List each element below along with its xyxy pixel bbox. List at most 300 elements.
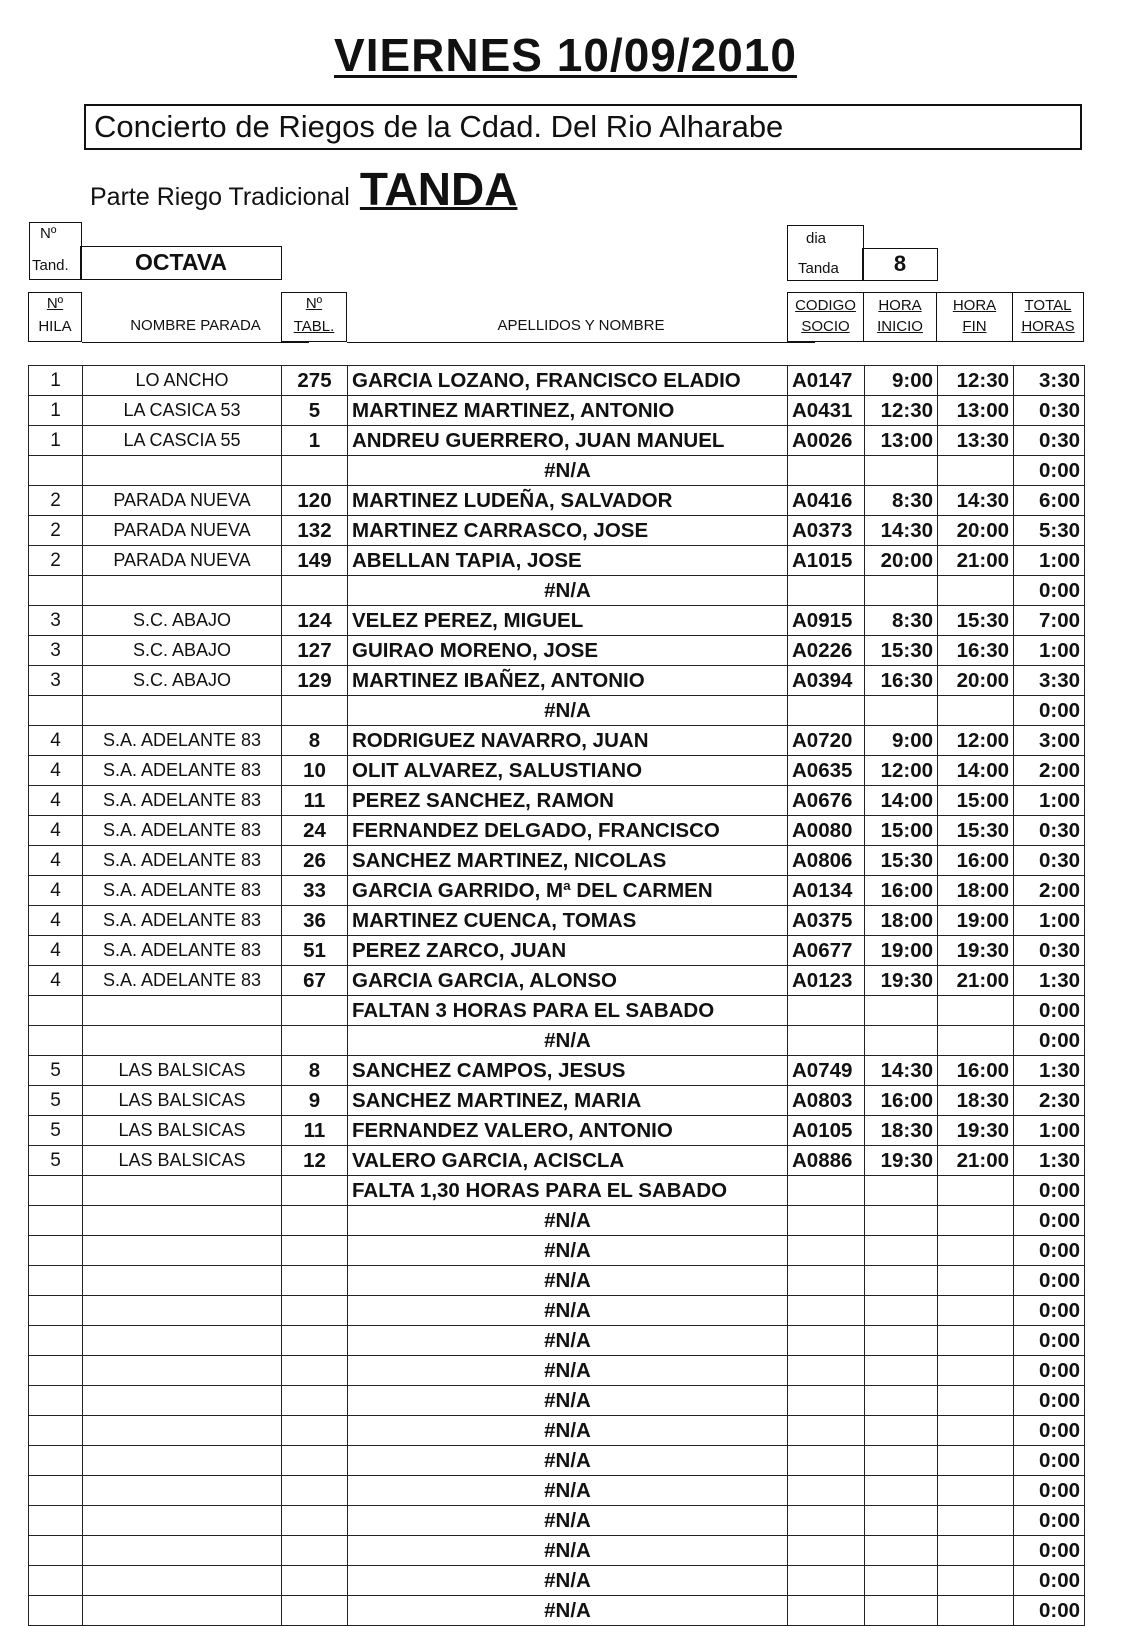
cell-tabl: 1 xyxy=(282,426,348,456)
table-row xyxy=(29,1386,1085,1416)
cell-parada: LA CASICA 53 xyxy=(83,396,282,426)
cell-parada: LAS BALSICAS xyxy=(83,1116,282,1146)
table-row xyxy=(29,576,1085,606)
cell-fin: 14:00 xyxy=(938,756,1014,786)
cell-codigo: A0720 xyxy=(788,726,865,756)
cell-fin: 15:30 xyxy=(938,816,1014,846)
cell-total: 0:00 xyxy=(1014,1446,1085,1476)
cell-inicio xyxy=(865,1356,938,1386)
cell-nombre: #N/A xyxy=(348,1026,788,1056)
cell-tabl xyxy=(282,1416,348,1446)
cell-tabl: 275 xyxy=(282,366,348,396)
cell-inicio: 18:00 xyxy=(865,906,938,936)
cell-total: 1:30 xyxy=(1014,966,1085,996)
cell-nombre: FERNANDEZ DELGADO, FRANCISCO xyxy=(348,816,788,846)
cell-nombre: ABELLAN TAPIA, JOSE xyxy=(348,546,788,576)
table-row xyxy=(29,1476,1085,1506)
cell-codigo xyxy=(788,1566,865,1596)
cell-codigo: A0915 xyxy=(788,606,865,636)
cell-tabl xyxy=(282,1176,348,1206)
table-row xyxy=(29,1086,1085,1116)
parte-label: Parte Riego Tradicional xyxy=(90,183,350,211)
cell-fin xyxy=(938,996,1014,1026)
cell-fin xyxy=(938,1536,1014,1566)
cell-codigo: A0416 xyxy=(788,486,865,516)
table-row xyxy=(29,846,1085,876)
cell-tabl: 26 xyxy=(282,846,348,876)
cell-codigo: A0373 xyxy=(788,516,865,546)
cell-total: 0:00 xyxy=(1014,1566,1085,1596)
cell-inicio xyxy=(865,1446,938,1476)
cell-fin xyxy=(938,1386,1014,1416)
table-row xyxy=(29,1536,1085,1566)
table-row xyxy=(29,366,1085,396)
cell-codigo xyxy=(788,1026,865,1056)
cell-parada xyxy=(83,1506,282,1536)
cell-fin: 19:00 xyxy=(938,906,1014,936)
cell-hila: 4 xyxy=(29,786,83,816)
cell-tabl xyxy=(282,1386,348,1416)
cell-total: 3:00 xyxy=(1014,726,1085,756)
cell-tabl xyxy=(282,1506,348,1536)
cell-tabl: 10 xyxy=(282,756,348,786)
cell-fin: 21:00 xyxy=(938,546,1014,576)
cell-codigo xyxy=(788,1446,865,1476)
table-row xyxy=(29,696,1085,726)
header-codigo: CODIGO SOCIO xyxy=(787,292,864,342)
cell-nombre: SANCHEZ MARTINEZ, MARIA xyxy=(348,1086,788,1116)
cell-parada xyxy=(83,1566,282,1596)
cell-total: 0:00 xyxy=(1014,1266,1085,1296)
header-tabl: Nº TABL. xyxy=(281,292,347,342)
cell-fin: 15:00 xyxy=(938,786,1014,816)
cell-codigo xyxy=(788,696,865,726)
cell-total: 1:00 xyxy=(1014,906,1085,936)
cell-parada xyxy=(83,696,282,726)
cell-parada: PARADA NUEVA xyxy=(83,486,282,516)
cell-nombre: PEREZ ZARCO, JUAN xyxy=(348,936,788,966)
cell-hila xyxy=(29,1566,83,1596)
cell-hila xyxy=(29,696,83,726)
cell-parada xyxy=(83,1416,282,1446)
cell-fin xyxy=(938,1296,1014,1326)
cell-inicio: 13:00 xyxy=(865,426,938,456)
cell-inicio: 19:30 xyxy=(865,1146,938,1176)
cell-parada: S.A. ADELANTE 83 xyxy=(83,816,282,846)
cell-tabl xyxy=(282,1236,348,1266)
cell-hila: 4 xyxy=(29,726,83,756)
cell-total: 2:00 xyxy=(1014,756,1085,786)
cell-fin xyxy=(938,1476,1014,1506)
table-row xyxy=(29,1266,1085,1296)
cell-parada xyxy=(83,576,282,606)
cell-fin: 20:00 xyxy=(938,666,1014,696)
cell-hila xyxy=(29,1596,83,1626)
cell-inicio xyxy=(865,1476,938,1506)
tanda-value: OCTAVA xyxy=(135,249,227,275)
cell-nombre: #N/A xyxy=(348,1236,788,1266)
cell-total: 0:00 xyxy=(1014,1236,1085,1266)
cell-hila xyxy=(29,1356,83,1386)
cell-parada: S.A. ADELANTE 83 xyxy=(83,846,282,876)
cell-inicio: 20:00 xyxy=(865,546,938,576)
cell-tabl xyxy=(282,576,348,606)
table-row xyxy=(29,756,1085,786)
cell-codigo: A0105 xyxy=(788,1116,865,1146)
cell-inicio xyxy=(865,576,938,606)
cell-hila: 3 xyxy=(29,606,83,636)
dia-label-box xyxy=(787,225,864,281)
cell-fin xyxy=(938,1236,1014,1266)
cell-inicio xyxy=(865,1416,938,1446)
cell-tabl: 120 xyxy=(282,486,348,516)
cell-codigo: A1015 xyxy=(788,546,865,576)
cell-parada: S.A. ADELANTE 83 xyxy=(83,756,282,786)
cell-total: 0:00 xyxy=(1014,1536,1085,1566)
cell-tabl xyxy=(282,456,348,486)
cell-fin xyxy=(938,1266,1014,1296)
cell-tabl xyxy=(282,1596,348,1626)
cell-codigo: A0226 xyxy=(788,636,865,666)
cell-total: 0:30 xyxy=(1014,846,1085,876)
cell-hila: 3 xyxy=(29,636,83,666)
cell-tabl: 33 xyxy=(282,876,348,906)
cell-fin: 20:00 xyxy=(938,516,1014,546)
cell-total: 0:30 xyxy=(1014,816,1085,846)
tanda-n-label: Nº xyxy=(40,225,57,242)
table-row xyxy=(29,1506,1085,1536)
cell-inicio xyxy=(865,1206,938,1236)
cell-total: 1:00 xyxy=(1014,786,1085,816)
table-row xyxy=(29,966,1085,996)
cell-hila xyxy=(29,1506,83,1536)
cell-parada xyxy=(83,1476,282,1506)
tanda-tand-label: Tand. xyxy=(32,257,69,274)
cell-nombre: SANCHEZ MARTINEZ, NICOLAS xyxy=(348,846,788,876)
table-row xyxy=(29,396,1085,426)
table-row xyxy=(29,1416,1085,1446)
cell-inicio: 18:30 xyxy=(865,1116,938,1146)
cell-nombre: RODRIGUEZ NAVARRO, JUAN xyxy=(348,726,788,756)
cell-codigo: A0123 xyxy=(788,966,865,996)
cell-parada xyxy=(83,1176,282,1206)
cell-codigo: A0749 xyxy=(788,1056,865,1086)
cell-parada xyxy=(83,1536,282,1566)
cell-inicio xyxy=(865,996,938,1026)
cell-inicio: 15:30 xyxy=(865,636,938,666)
cell-codigo xyxy=(788,1326,865,1356)
cell-inicio: 19:00 xyxy=(865,936,938,966)
table-row xyxy=(29,1056,1085,1086)
cell-nombre: #N/A xyxy=(348,1566,788,1596)
cell-inicio: 14:00 xyxy=(865,786,938,816)
cell-inicio xyxy=(865,1506,938,1536)
cell-hila: 5 xyxy=(29,1056,83,1086)
cell-total: 0:00 xyxy=(1014,1026,1085,1056)
cell-parada xyxy=(83,1266,282,1296)
table-row xyxy=(29,606,1085,636)
cell-nombre: #N/A xyxy=(348,1446,788,1476)
cell-nombre: MARTINEZ LUDEÑA, SALVADOR xyxy=(348,486,788,516)
cell-total: 5:30 xyxy=(1014,516,1085,546)
cell-parada xyxy=(83,1446,282,1476)
cell-fin xyxy=(938,1416,1014,1446)
table-row xyxy=(29,1176,1085,1206)
cell-tabl xyxy=(282,1026,348,1056)
cell-nombre: GUIRAO MORENO, JOSE xyxy=(348,636,788,666)
cell-codigo xyxy=(788,1506,865,1536)
cell-tabl xyxy=(282,1206,348,1236)
cell-parada: S.A. ADELANTE 83 xyxy=(83,876,282,906)
header-nombre: APELLIDOS Y NOMBRE xyxy=(347,317,815,343)
cell-nombre: #N/A xyxy=(348,1386,788,1416)
cell-tabl: 24 xyxy=(282,816,348,846)
cell-codigo: A0635 xyxy=(788,756,865,786)
cell-tabl: 129 xyxy=(282,666,348,696)
cell-codigo xyxy=(788,1416,865,1446)
cell-total: 1:00 xyxy=(1014,636,1085,666)
cell-inicio xyxy=(865,456,938,486)
cell-nombre: SANCHEZ CAMPOS, JESUS xyxy=(348,1056,788,1086)
cell-hila: 4 xyxy=(29,936,83,966)
cell-fin: 19:30 xyxy=(938,1116,1014,1146)
cell-tabl: 51 xyxy=(282,936,348,966)
cell-fin xyxy=(938,696,1014,726)
cell-fin xyxy=(938,1506,1014,1536)
cell-hila xyxy=(29,1176,83,1206)
cell-hila: 4 xyxy=(29,846,83,876)
cell-inicio xyxy=(865,1326,938,1356)
cell-hila xyxy=(29,1326,83,1356)
cell-fin: 21:00 xyxy=(938,966,1014,996)
table-row xyxy=(29,936,1085,966)
cell-codigo xyxy=(788,1596,865,1626)
cell-total: 1:00 xyxy=(1014,546,1085,576)
cell-inicio: 8:30 xyxy=(865,606,938,636)
cell-fin: 12:30 xyxy=(938,366,1014,396)
tanda-value-box xyxy=(80,246,282,280)
cell-nombre: VELEZ PEREZ, MIGUEL xyxy=(348,606,788,636)
cell-fin xyxy=(938,1176,1014,1206)
cell-tabl xyxy=(282,996,348,1026)
cell-fin: 14:30 xyxy=(938,486,1014,516)
cell-fin xyxy=(938,1446,1014,1476)
cell-tabl xyxy=(282,1536,348,1566)
cell-tabl: 149 xyxy=(282,546,348,576)
cell-nombre: #N/A xyxy=(348,1356,788,1386)
table-row xyxy=(29,1566,1085,1596)
cell-hila: 4 xyxy=(29,756,83,786)
cell-parada: LA CASCIA 55 xyxy=(83,426,282,456)
table-row xyxy=(29,516,1085,546)
cell-parada: S.A. ADELANTE 83 xyxy=(83,966,282,996)
table-row xyxy=(29,666,1085,696)
cell-codigo: A0676 xyxy=(788,786,865,816)
cell-total: 7:00 xyxy=(1014,606,1085,636)
cell-nombre: #N/A xyxy=(348,1296,788,1326)
cell-nombre: #N/A xyxy=(348,1326,788,1356)
cell-parada xyxy=(83,1026,282,1056)
cell-parada: LO ANCHO xyxy=(83,366,282,396)
cell-inicio: 9:00 xyxy=(865,366,938,396)
cell-nombre: GARCIA LOZANO, FRANCISCO ELADIO xyxy=(348,366,788,396)
dia-value: 8 xyxy=(893,251,907,276)
cell-fin: 13:30 xyxy=(938,426,1014,456)
cell-inicio: 14:30 xyxy=(865,516,938,546)
parte-tanda-emphasis: TANDA xyxy=(359,163,518,215)
cell-total: 3:30 xyxy=(1014,666,1085,696)
cell-fin: 15:30 xyxy=(938,606,1014,636)
header-hila: Nº HILA xyxy=(28,292,82,342)
cell-nombre: #N/A xyxy=(348,1206,788,1236)
cell-tabl xyxy=(282,696,348,726)
cell-inicio: 14:30 xyxy=(865,1056,938,1086)
cell-inicio xyxy=(865,1296,938,1326)
cell-hila xyxy=(29,1476,83,1506)
cell-hila xyxy=(29,1206,83,1236)
cell-parada: S.A. ADELANTE 83 xyxy=(83,906,282,936)
cell-parada xyxy=(83,1326,282,1356)
cell-nombre: #N/A xyxy=(348,1596,788,1626)
cell-fin: 19:30 xyxy=(938,936,1014,966)
cell-codigo: A0147 xyxy=(788,366,865,396)
cell-inicio xyxy=(865,1266,938,1296)
cell-nombre: FALTA 1,30 HORAS PARA EL SABADO xyxy=(348,1176,788,1206)
table-row xyxy=(29,876,1085,906)
tanda-number-label-box xyxy=(29,222,82,280)
cell-total: 2:30 xyxy=(1014,1086,1085,1116)
cell-hila xyxy=(29,1416,83,1446)
table-row xyxy=(29,456,1085,486)
cell-tabl: 8 xyxy=(282,1056,348,1086)
cell-total: 0:00 xyxy=(1014,1386,1085,1416)
table-row xyxy=(29,906,1085,936)
cell-tabl xyxy=(282,1446,348,1476)
cell-nombre: #N/A xyxy=(348,1506,788,1536)
cell-tabl: 36 xyxy=(282,906,348,936)
cell-inicio: 19:30 xyxy=(865,966,938,996)
cell-hila: 5 xyxy=(29,1086,83,1116)
cell-fin: 13:00 xyxy=(938,396,1014,426)
cell-fin: 18:00 xyxy=(938,876,1014,906)
cell-fin xyxy=(938,1206,1014,1236)
cell-total: 0:00 xyxy=(1014,1206,1085,1236)
column-headers xyxy=(28,292,1084,342)
cell-nombre: VALERO GARCIA, ACISCLA xyxy=(348,1146,788,1176)
table-row xyxy=(29,1356,1085,1386)
cell-parada: LAS BALSICAS xyxy=(83,1146,282,1176)
cell-nombre: GARCIA GARCIA, ALONSO xyxy=(348,966,788,996)
cell-hila xyxy=(29,1236,83,1266)
cell-inicio: 12:30 xyxy=(865,396,938,426)
cell-fin xyxy=(938,1026,1014,1056)
cell-parada: S.C. ABAJO xyxy=(83,666,282,696)
cell-total: 0:30 xyxy=(1014,936,1085,966)
cell-fin: 12:00 xyxy=(938,726,1014,756)
cell-nombre: GARCIA GARRIDO, Mª DEL CARMEN xyxy=(348,876,788,906)
cell-tabl: 8 xyxy=(282,726,348,756)
cell-tabl xyxy=(282,1476,348,1506)
cell-hila: 5 xyxy=(29,1116,83,1146)
cell-parada: S.A. ADELANTE 83 xyxy=(83,936,282,966)
cell-codigo: A0806 xyxy=(788,846,865,876)
cell-codigo xyxy=(788,1176,865,1206)
irrigation-table xyxy=(28,365,1085,1626)
cell-hila xyxy=(29,1386,83,1416)
cell-nombre: #N/A xyxy=(348,456,788,486)
cell-nombre: MARTINEZ IBAÑEZ, ANTONIO xyxy=(348,666,788,696)
cell-inicio xyxy=(865,1596,938,1626)
cell-hila: 1 xyxy=(29,366,83,396)
cell-tabl xyxy=(282,1326,348,1356)
cell-tabl: 12 xyxy=(282,1146,348,1176)
cell-nombre: PEREZ SANCHEZ, RAMON xyxy=(348,786,788,816)
cell-codigo: A0080 xyxy=(788,816,865,846)
cell-fin xyxy=(938,1566,1014,1596)
cell-fin xyxy=(938,456,1014,486)
cell-total: 1:00 xyxy=(1014,1116,1085,1146)
cell-fin: 21:00 xyxy=(938,1146,1014,1176)
cell-tabl: 5 xyxy=(282,396,348,426)
cell-total: 0:00 xyxy=(1014,576,1085,606)
cell-fin: 18:30 xyxy=(938,1086,1014,1116)
cell-total: 1:30 xyxy=(1014,1146,1085,1176)
cell-parada: S.A. ADELANTE 83 xyxy=(83,726,282,756)
cell-hila xyxy=(29,996,83,1026)
cell-hila xyxy=(29,456,83,486)
cell-fin xyxy=(938,1326,1014,1356)
dia-value-box xyxy=(862,248,938,281)
table-row xyxy=(29,486,1085,516)
cell-total: 1:30 xyxy=(1014,1056,1085,1086)
cell-total: 3:30 xyxy=(1014,366,1085,396)
cell-fin: 16:00 xyxy=(938,846,1014,876)
cell-inicio xyxy=(865,1176,938,1206)
cell-hila: 5 xyxy=(29,1146,83,1176)
parte-heading xyxy=(90,162,517,222)
cell-fin xyxy=(938,1356,1014,1386)
table-row xyxy=(29,1206,1085,1236)
cell-total: 0:00 xyxy=(1014,1476,1085,1506)
cell-nombre: #N/A xyxy=(348,1536,788,1566)
cell-codigo xyxy=(788,1296,865,1326)
cell-nombre: MARTINEZ MARTINEZ, ANTONIO xyxy=(348,396,788,426)
cell-nombre: #N/A xyxy=(348,576,788,606)
cell-inicio: 8:30 xyxy=(865,486,938,516)
cell-tabl: 9 xyxy=(282,1086,348,1116)
cell-hila: 3 xyxy=(29,666,83,696)
cell-codigo xyxy=(788,1386,865,1416)
cell-codigo: A0375 xyxy=(788,906,865,936)
cell-total: 0:00 xyxy=(1014,996,1085,1026)
cell-inicio: 15:30 xyxy=(865,846,938,876)
cell-total: 0:30 xyxy=(1014,396,1085,426)
table-body xyxy=(29,366,1085,1626)
table-row xyxy=(29,786,1085,816)
table-row xyxy=(29,996,1085,1026)
cell-codigo: A0677 xyxy=(788,936,865,966)
table-row xyxy=(29,426,1085,456)
table-row xyxy=(29,726,1085,756)
cell-parada xyxy=(83,1386,282,1416)
cell-parada: LAS BALSICAS xyxy=(83,1056,282,1086)
dia-label: dia xyxy=(806,230,827,247)
cell-tabl: 67 xyxy=(282,966,348,996)
cell-parada xyxy=(83,1236,282,1266)
cell-nombre: #N/A xyxy=(348,1476,788,1506)
cell-codigo xyxy=(788,996,865,1026)
cell-total: 0:00 xyxy=(1014,1176,1085,1206)
